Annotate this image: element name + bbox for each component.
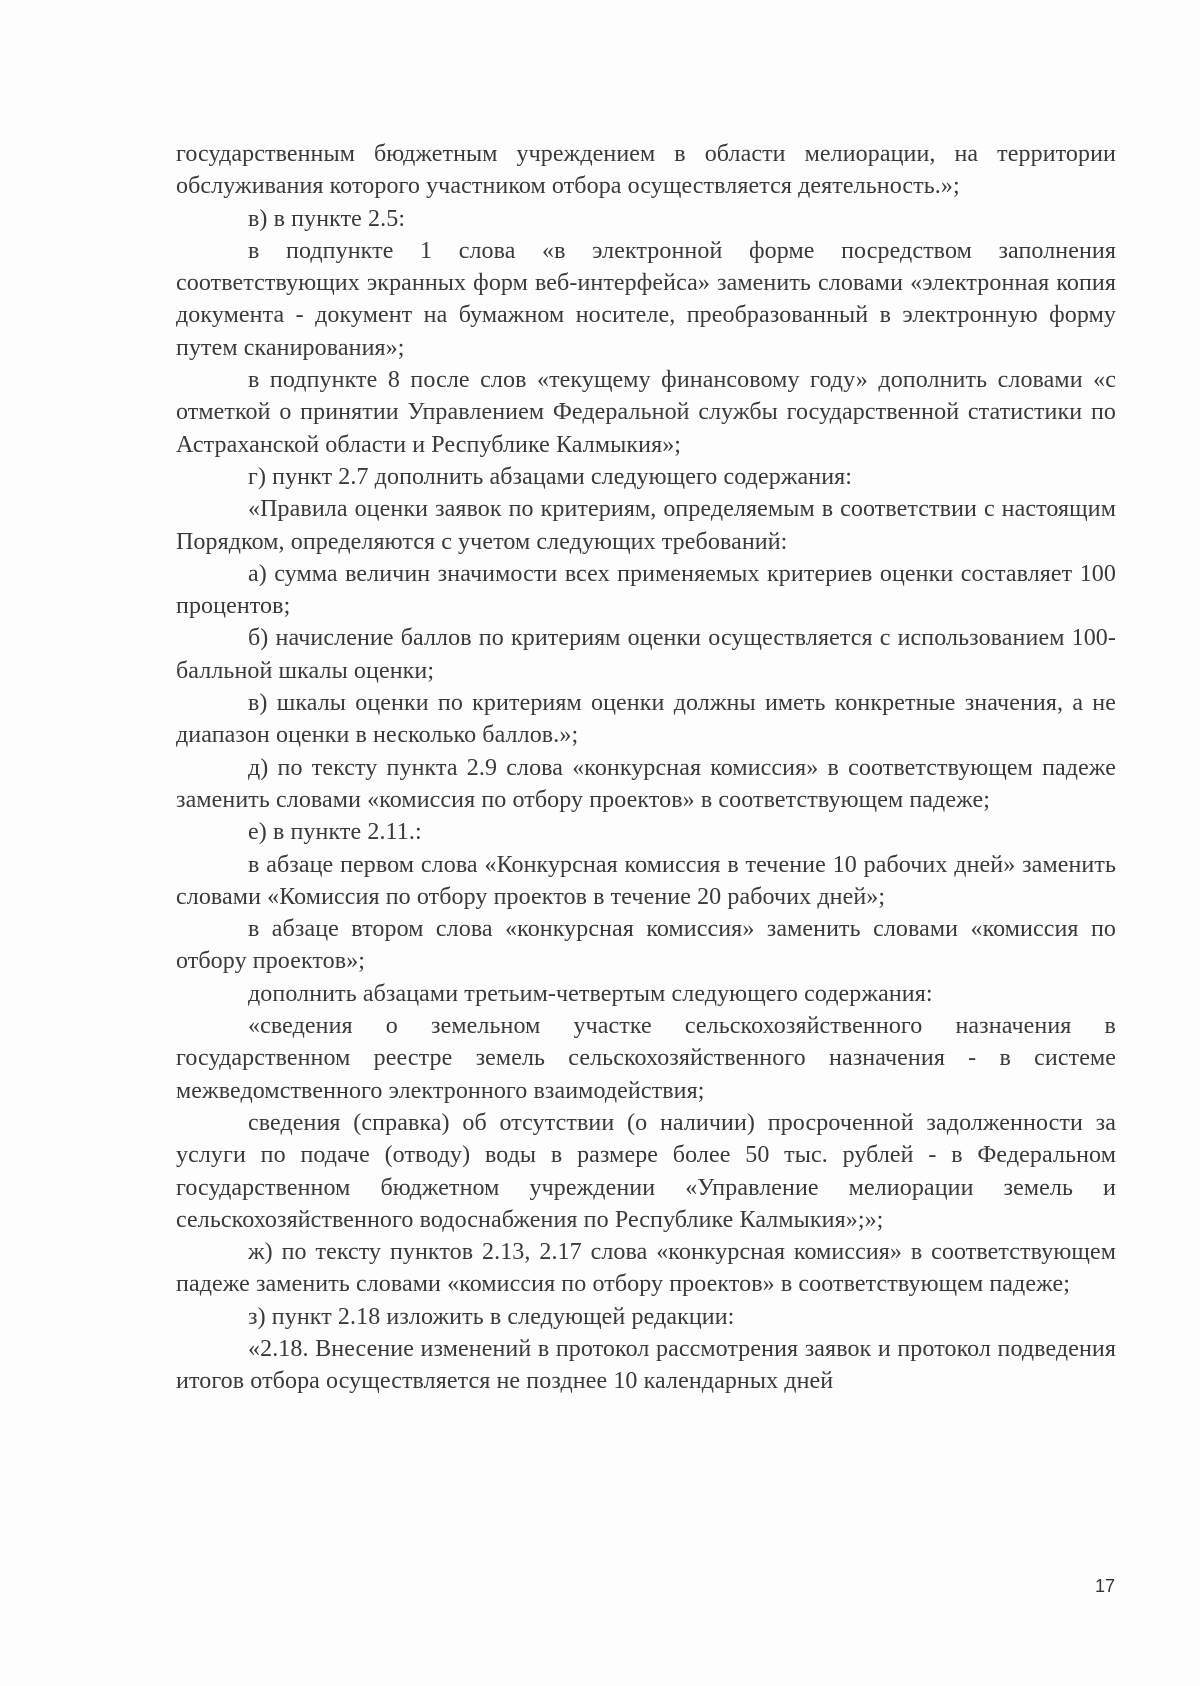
paragraph-item-g: г) пункт 2.7 дополнить абзацами следующего содержания:: [248, 463, 853, 490]
page-number: 17: [1095, 1576, 1116, 1596]
paragraph-subpoint-1: в подпункте 1 слова «в электронной форме посредством заполнения соответствующих экранных форм веб-интерфейса» заменить словами «электронная копия документа - документ на бумажном носителе, преобразованный в электронную форму путем сканирования»;: [176, 237, 1116, 361]
paragraph-second-abzac: в абзаце втором слова «конкурсная комиссия» заменить словами «комиссия по отбору проектов»;: [176, 916, 1116, 975]
paragraph-item-e: е) в пункте 2.11.:: [248, 819, 422, 846]
paragraph-debt-info: сведения (справка) об отсутствии (о наличии) просроченной задолженности за услуги по подаче (отводу) воды в размере более 50 тыс. рублей - в Федеральном государственном бюджетном учреждении «Управление мелиорации земель и сельскохозяйственного водоснабжения по Республике Калмыкия»;»;: [176, 1109, 1116, 1233]
paragraph-item-z: з) пункт 2.18 изложить в следующей редакции:: [248, 1303, 735, 1330]
paragraph-item-v: в) в пункте 2.5:: [248, 205, 406, 232]
paragraph-rule-v: в) шкалы оценки по критериям оценки должны иметь конкретные значения, а не диапазон оценки в несколько баллов.»;: [176, 690, 1116, 749]
document-body: [176, 138, 1116, 1398]
paragraph-item-zh: ж) по тексту пунктов 2.13, 2.17 слова «конкурсная комиссия» в соответствующем падеже заменить словами «комиссия по отбору проектов» в соответствующем падеже;: [176, 1239, 1116, 1298]
paragraph-rule-a: а) сумма величин значимости всех применяемых критериев оценки составляет 100 процентов;: [176, 560, 1116, 620]
paragraph-subpoint-8: в подпункте 8 после слов «текущему финансовому году» дополнить словами «с отметкой о принятии Управлением Федеральной службы государственной статистики по Астраханской области и Республике Калмыкия»;: [176, 367, 1116, 458]
paragraph-first-abzac: в абзаце первом слова «Конкурсная комиссия в течение 10 рабочих дней» заменить словами «Комиссия по отбору проектов в течение 20 рабочих дней»;: [176, 851, 1116, 910]
paragraph-land-info: «сведения о земельном участке сельскохозяйственного назначения в государственном реестре земель сельскохозяйственного назначения - в системе межведомственного электронного взаимодействия;: [176, 1013, 1116, 1104]
paragraph-add-abzacs: дополнить абзацами третьим-четвертым следующего содержания:: [248, 980, 933, 1007]
paragraph-2-18: «2.18. Внесение изменений в протокол рассмотрения заявок и протокол подведения итогов отбора осуществляется не позднее 10 календарных дней: [176, 1335, 1116, 1395]
paragraph-rule-b: б) начисление баллов по критериям оценки осуществляется с использованием 100-балльной шкалы оценки;: [176, 625, 1116, 684]
paragraph-item-d: д) по тексту пункта 2.9 слова «конкурсная комиссия» в соответствующем падеже заменить словами «комиссия по отбору проектов» в соответствующем падеже;: [176, 754, 1116, 813]
paragraph-rules-intro: «Правила оценки заявок по критериям, определяемым в соответствии с настоящим Порядком, определяются с учетом следующих требований:: [176, 496, 1116, 555]
paragraph-continuation: государственным бюджетным учреждением в области мелиорации, на территории обслуживания которого участником отбора осуществляется деятельность.»;: [176, 141, 1116, 200]
